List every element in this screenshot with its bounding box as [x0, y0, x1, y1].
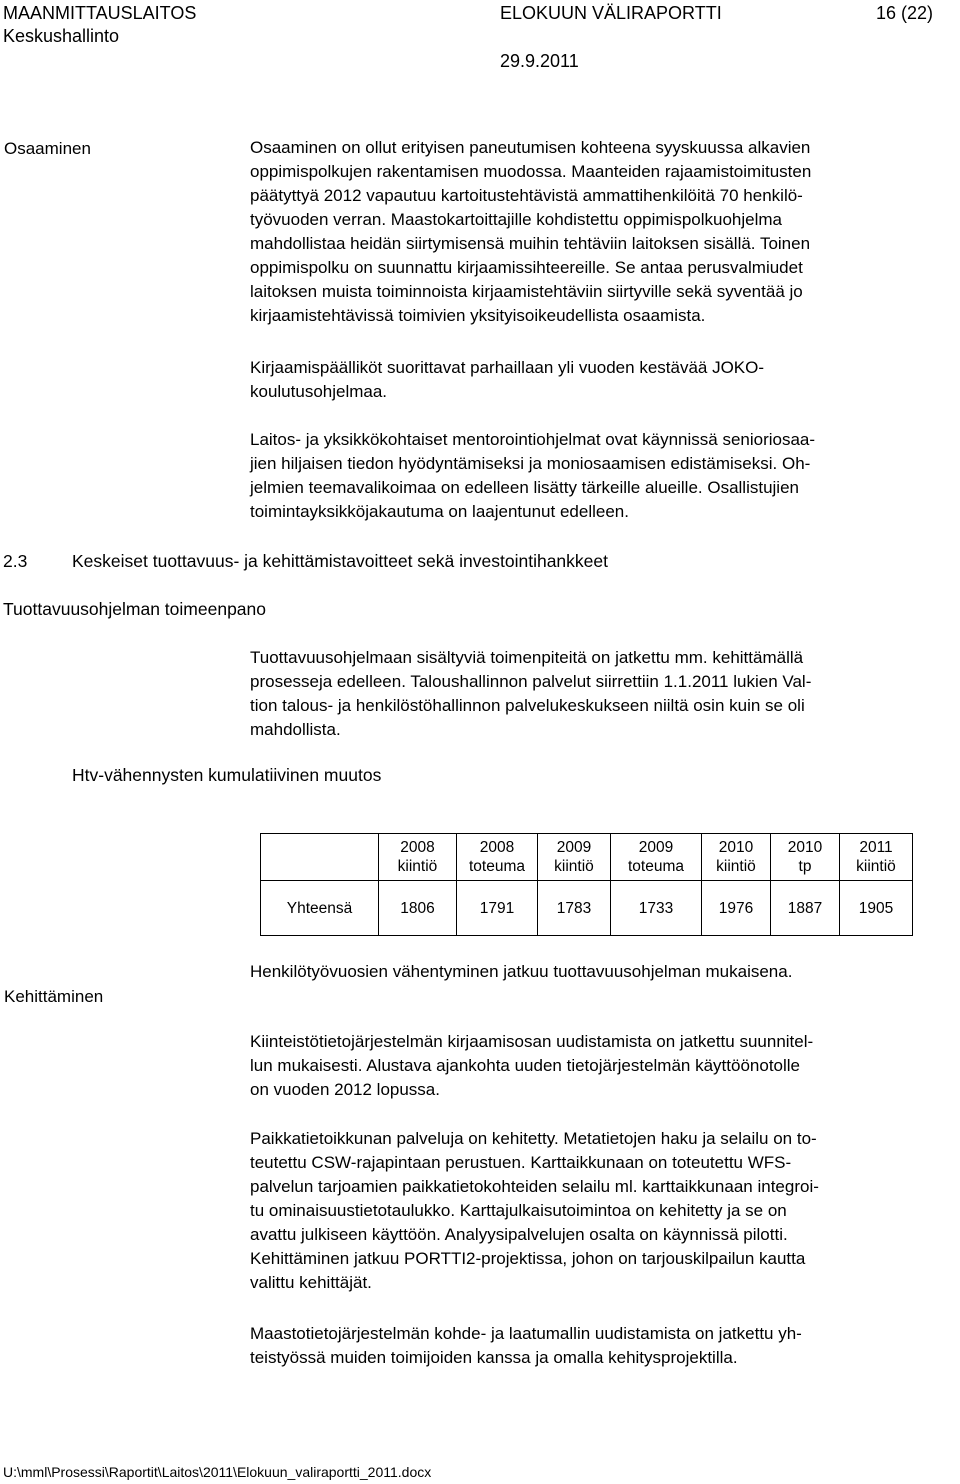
text-line: toimintayksikköjakautuma on laajentunut edelleen.	[250, 502, 629, 521]
table-header-cell: 2008 kiintiö	[379, 834, 457, 881]
table-header-cell: 2011 kiintiö	[840, 834, 913, 881]
text-line: työvuoden verran. Maastokartoittajille kohdistettu oppimispolkuohjelma	[250, 210, 783, 229]
text-line: tu ominaisuustietotaulukko. Karttajulkaisutoimintoa on kehitetty ja se on	[250, 1201, 787, 1220]
table-cell: 1791	[457, 881, 538, 936]
text-line: Kirjaamispäälliköt suorittavat parhaillaan yli vuoden kestävää JOKO-	[250, 358, 765, 377]
side-label-osaaminen: Osaaminen	[4, 139, 91, 158]
tuottavuus-paragraph	[250, 646, 955, 742]
table-cell: 1783	[538, 881, 611, 936]
table-header-row	[261, 834, 913, 881]
table-header-cell: 2010 kiintiö	[702, 834, 771, 881]
htv-table	[260, 833, 913, 936]
osaaminen-paragraph-1	[250, 136, 955, 328]
table-row-label: Yhteensä	[261, 881, 379, 936]
table-corner-cell	[261, 834, 379, 881]
table-row	[261, 881, 913, 936]
osaaminen-paragraph-3	[250, 428, 955, 524]
text-line: jien hiljaisen tiedon hyödyntämiseksi ja moniosaamisen edistämiseksi. Oh-	[250, 454, 811, 473]
text-line: tion talous- ja henkilöstöhallinnon palvelukeskukseen niiltä osin kuin se oli	[250, 696, 805, 715]
text-line: jelmien teemavalikoimaa on edelleen lisätty tärkeille alueille. Osallistujien	[250, 478, 799, 497]
kehittaminen-paragraph-4	[250, 1322, 955, 1370]
text-line: Henkilötyövuosien vähentyminen jatkuu tuottavuusohjelman mukaisena.	[250, 962, 793, 981]
header-page-number: 16 (22)	[876, 3, 934, 23]
header-unit: Keskushallinto	[3, 26, 120, 46]
text-line: palvelun tarjoamien paikkatietokohteiden selailu ml. karttaikkunaan integroi-	[250, 1177, 819, 1196]
text-line: Osaaminen on ollut erityisen paneutumisen kohteena syyskuussa alkavien	[250, 138, 811, 157]
table-cell: 1733	[611, 881, 702, 936]
text-line: mahdollistaa heidän siirtymisensä muihin tehtäviin laitoksen sisällä. Toinen	[250, 234, 811, 253]
table-header-cell: 2008 toteuma	[457, 834, 538, 881]
kehittaminen-paragraph-3	[250, 1127, 955, 1295]
text-line: prosesseja edelleen. Taloushallinnon palvelut siirrettiin 1.1.2011 lukien Val-	[250, 672, 812, 691]
htv-heading: Htv-vähennysten kumulatiivinen muutos	[72, 765, 382, 785]
table-cell: 1976	[702, 881, 771, 936]
footer-file-path: U:\mml\Prosessi\Raportit\Laitos\2011\Elokuun_valiraportti_2011.docx	[3, 1464, 432, 1480]
text-line: päätyttyä 2012 vapautuu kartoitustehtävistä ammattihenkilöitä 70 henkilö-	[250, 186, 803, 205]
table-cell: 1887	[771, 881, 840, 936]
table-cell: 1905	[840, 881, 913, 936]
text-line: teistyössä muiden toimijoiden kanssa ja omalla kehitysprojektilla.	[250, 1348, 738, 1367]
text-line: koulutusohjelmaa.	[250, 382, 388, 401]
text-line: kirjaamistehtävissä toimivien yksityisoikeudellista osaamista.	[250, 306, 706, 325]
text-line: laitoksen muista toiminnoista kirjaamistehtäviin siirtyville sekä syventää jo	[250, 282, 803, 301]
table-cell: 1806	[379, 881, 457, 936]
osaaminen-paragraph-2	[250, 356, 955, 404]
kehittaminen-paragraph-2	[250, 1030, 955, 1102]
text-line: Maastotietojärjestelmän kohde- ja laatumallin uudistamista on jatkettu yh-	[250, 1324, 802, 1343]
subheading-tuottavuusohjelma: Tuottavuusohjelman toimeenpano	[3, 599, 266, 619]
text-line: Paikkatietoikkunan palveluja on kehitetty. Metatietojen haku ja selailu on to-	[250, 1129, 817, 1148]
header-org: MAANMITTAUSLAITOS	[3, 3, 197, 23]
side-label-kehittaminen: Kehittäminen	[4, 987, 104, 1006]
text-line: valittu kehittäjät.	[250, 1273, 372, 1292]
text-line: Kiinteistötietojärjestelmän kirjaamisosan uudistamista on jatkettu suunnitel-	[250, 1032, 814, 1051]
section-title: Keskeiset tuottavuus- ja kehittämistavoitteet sekä investointihankkeet	[72, 551, 608, 571]
table-header-cell: 2009 toteuma	[611, 834, 702, 881]
text-line: oppimispolkujen rakentamisen muodossa. Maanteiden rajaamistoimitusten	[250, 162, 812, 181]
table-header-cell: 2009 kiintiö	[538, 834, 611, 881]
header-date: 29.9.2011	[500, 51, 579, 71]
text-line: Kehittäminen jatkuu PORTTI2-projektissa, johon on tarjouskilpailun kautta	[250, 1249, 806, 1268]
text-line: on vuoden 2012 lopussa.	[250, 1080, 440, 1099]
table-header-cell: 2010 tp	[771, 834, 840, 881]
text-line: avattu julkiseen käyttöön. Analyysipalvelujen osalta on käynnissä pilotti.	[250, 1225, 788, 1244]
kehittaminen-paragraph-1	[250, 960, 955, 984]
text-line: lun mukaisesti. Alustava ajankohta uuden tietojärjestelmän käyttöönotolle	[250, 1056, 801, 1075]
text-line: mahdollista.	[250, 720, 341, 739]
text-line: oppimispolku on suunnattu kirjaamissihteereille. Se antaa perusvalmiudet	[250, 258, 803, 277]
text-line: Tuottavuusohjelmaan sisältyviä toimenpiteitä on jatkettu mm. kehittämällä	[250, 648, 804, 667]
text-line: Laitos- ja yksikkökohtaiset mentorointiohjelmat ovat käynnissä senioriosaa-	[250, 430, 816, 449]
text-line: teutettu CSW-rajapintaan perustuen. Karttaikkunaan on toteutettu WFS-	[250, 1153, 792, 1172]
header-report-title: ELOKUUN VÄLIRAPORTTI	[500, 3, 722, 23]
section-number: 2.3	[3, 551, 28, 571]
